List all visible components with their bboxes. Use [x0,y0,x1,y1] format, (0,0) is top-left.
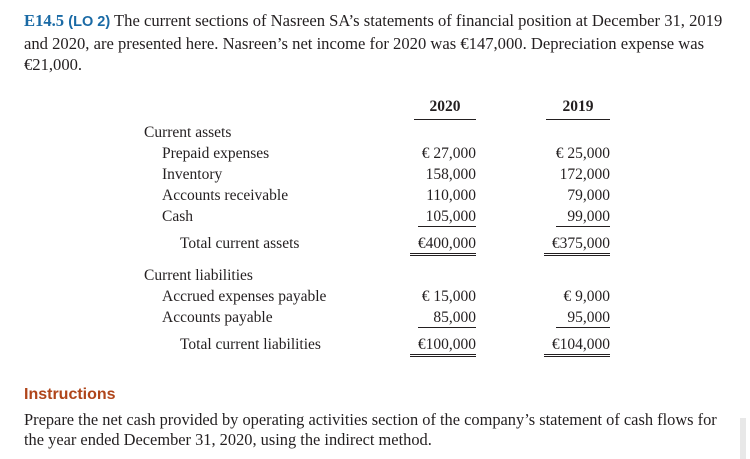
exercise-number: E14.5 [24,11,65,30]
instructions-text: Prepare the net cash provided by operating activities section of the company’s statement of cash flows for the year ended December 31, 2020, using the indirect method. [24,410,717,449]
exercise-statement [24,10,736,75]
column-header-2019: 2019 [546,98,610,120]
scroll-edge [740,418,746,459]
value-cash-2020: 105,000 [418,208,476,227]
instructions-heading: Instructions [24,386,116,403]
value-receivable-2020: 110,000 [426,187,476,204]
learning-objective: (LO 2) [68,14,111,30]
row-label-prepaid-expenses: Prepaid expenses [162,145,270,162]
exercise-text: The current sections of Nasreen SA’s statements of financial position at December 31, 2019 and 2020, are presented here. Nasreen’s net income for 2020 was €147,000. Depreciation expense was €21,000. [24,11,723,74]
value-payable-2019: 95,000 [556,309,610,328]
row-label-accrued-expenses-payable: Accrued expenses payable [162,288,327,305]
value-prepaid-2019: € 25,000 [555,145,610,162]
row-label-accounts-payable: Accounts payable [162,309,273,326]
row-label-inventory: Inventory [162,166,223,183]
total-current-liabilities-label: Total current liabilities [180,336,321,353]
row-label-cash: Cash [162,208,193,225]
column-header-2020: 2020 [414,98,476,120]
value-accrued-2020: € 15,000 [421,288,476,305]
value-inventory-2020: 158,000 [425,166,476,183]
value-prepaid-2020: € 27,000 [421,145,476,162]
value-inventory-2019: 172,000 [559,166,610,183]
total-current-liabilities-2019: €104,000 [544,336,610,357]
value-cash-2019: 99,000 [556,208,610,227]
value-receivable-2019: 79,000 [567,187,610,204]
value-payable-2020: 85,000 [418,309,476,328]
current-liabilities-heading: Current liabilities [144,267,253,284]
total-current-assets-2019: €375,000 [544,235,610,256]
row-label-accounts-receivable: Accounts receivable [162,187,289,204]
total-current-assets-label: Total current assets [180,235,300,252]
total-current-assets-2020: €400,000 [410,235,476,256]
current-assets-heading: Current assets [144,124,232,141]
value-accrued-2019: € 9,000 [563,288,610,305]
total-current-liabilities-2020: €100,000 [410,336,476,357]
